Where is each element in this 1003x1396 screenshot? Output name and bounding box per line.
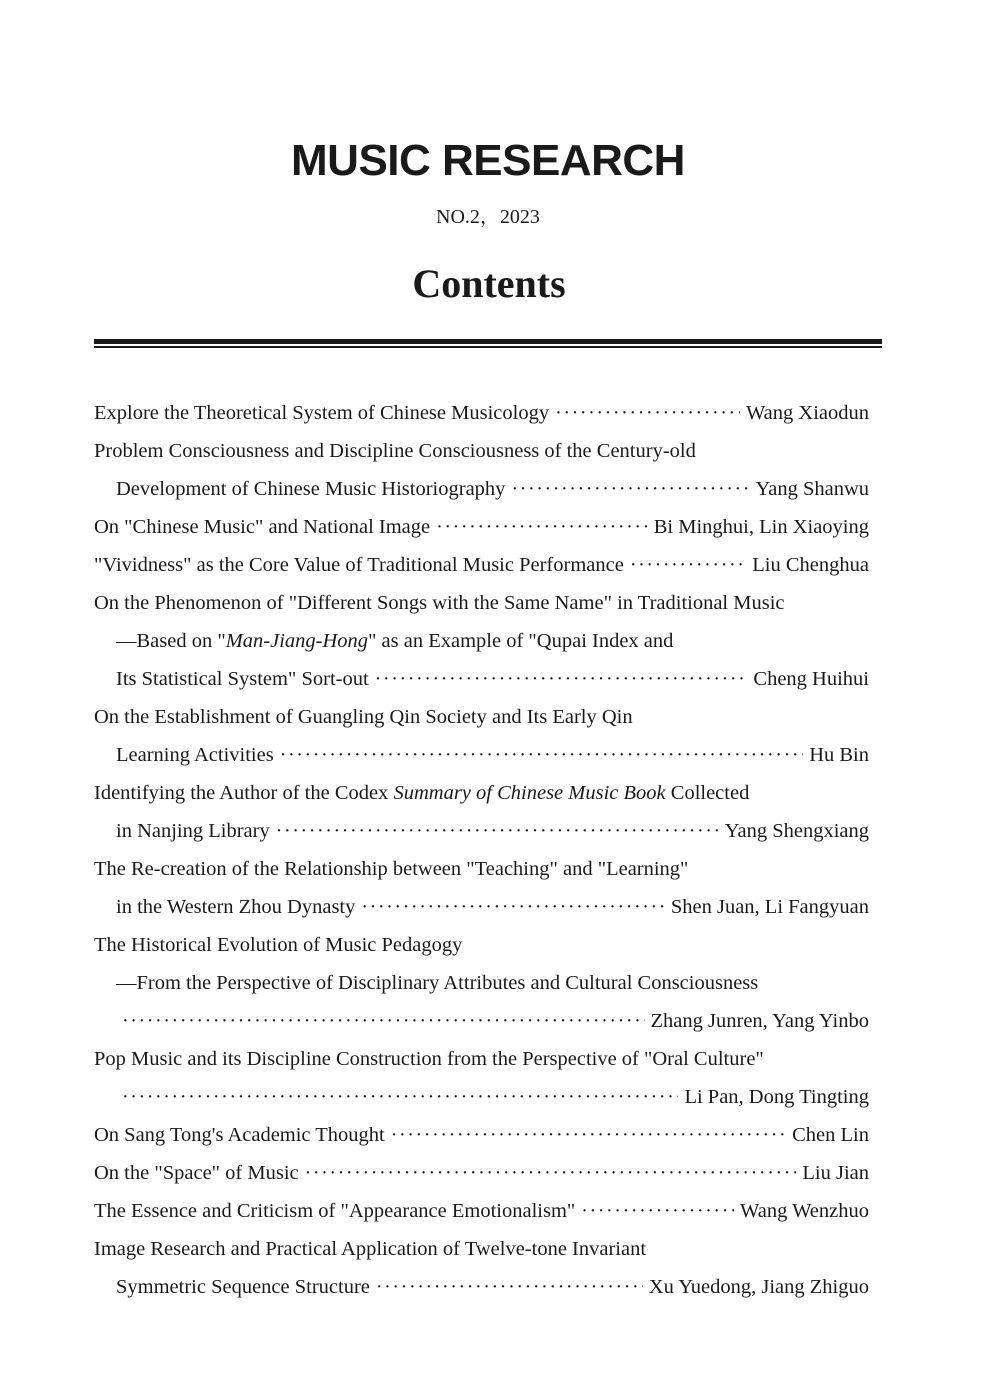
- author-name: Hu Bin: [809, 744, 869, 766]
- toc-entry: [94, 1230, 869, 1306]
- toc-entry: [94, 1192, 869, 1230]
- title-fragment: in Nanjing Library: [116, 820, 270, 842]
- article-title-text: [94, 1040, 764, 1078]
- article-title-text: [116, 964, 758, 1002]
- author-name: Yang Shanwu: [755, 478, 869, 500]
- title-fragment: On "Chinese Music" and National Image: [94, 516, 431, 538]
- issue-number: NO.2，2023: [436, 206, 540, 228]
- author-name: Li Pan, Dong Tingting: [684, 1086, 869, 1108]
- title-fragment: The Historical Evolution of Music Pedagogy: [94, 934, 463, 956]
- italic-title-fragment: Summary of Chinese Music Book: [393, 782, 666, 804]
- table-of-contents: [94, 394, 869, 1306]
- title-fragment: Image Research and Practical Application of Twelve-tone Invariant: [94, 1238, 647, 1260]
- toc-entry: [94, 432, 869, 508]
- title-fragment: Collected: [665, 782, 750, 804]
- toc-line: [94, 394, 869, 432]
- contents-heading: Contents: [412, 261, 566, 306]
- title-fragment: The Essence and Criticism of "Appearance Emotionalism": [94, 1200, 576, 1222]
- author-name: Zhang Junren, Yang Yinbo: [650, 1010, 869, 1032]
- article-title-text: [116, 812, 270, 850]
- toc-entry: [94, 1116, 869, 1154]
- header-rule-thin: [94, 346, 882, 348]
- toc-line: [94, 1116, 869, 1154]
- title-fragment: Learning Activities: [116, 744, 274, 766]
- author-name: Wang Xiaodun: [745, 402, 869, 424]
- toc-line: [94, 698, 869, 736]
- toc-line: [94, 584, 869, 622]
- dot-leader: [511, 470, 749, 508]
- toc-entry: [94, 926, 869, 1040]
- dot-leader: [361, 888, 664, 926]
- dot-leader: [305, 1154, 797, 1192]
- toc-line: [94, 888, 869, 926]
- author-name: Wang Wenzhuo: [740, 1200, 869, 1222]
- article-title-text: [94, 432, 696, 470]
- article-title-text: [94, 1154, 299, 1192]
- dot-leader: [122, 1078, 678, 1116]
- title-fragment: Problem Consciousness and Discipline Consciousness of the Century-old: [94, 440, 696, 462]
- toc-line: [94, 774, 869, 812]
- article-title-text: [116, 888, 355, 926]
- article-title-text: [94, 1230, 646, 1268]
- author-name: Yang Shengxiang: [724, 820, 869, 842]
- toc-entry: [94, 546, 869, 584]
- author-name: Liu Chenghua: [752, 554, 869, 576]
- toc-line: [94, 1002, 869, 1040]
- article-title-text: [116, 622, 673, 660]
- author-name: Liu Jian: [802, 1162, 869, 1184]
- article-title-text: [94, 1192, 575, 1230]
- article-title-text: [94, 394, 549, 432]
- dot-leader: [375, 660, 748, 698]
- toc-line: [94, 1268, 869, 1306]
- toc-line: [94, 1192, 869, 1230]
- toc-entry: [94, 1040, 869, 1116]
- article-title-text: [116, 470, 505, 508]
- article-title-text: [94, 546, 624, 584]
- title-fragment: The Re-creation of the Relationship between "Teaching" and "Learning": [94, 858, 689, 880]
- toc-line: [94, 964, 869, 1002]
- article-title-text: [94, 1116, 385, 1154]
- article-title-text: [94, 508, 430, 546]
- toc-line: [94, 850, 869, 888]
- toc-line: [94, 926, 869, 964]
- title-fragment: On the "Space" of Music: [94, 1162, 299, 1184]
- article-title-text: [94, 698, 633, 736]
- article-title-text: [94, 926, 462, 964]
- title-fragment: Its Statistical System" Sort-out: [116, 668, 369, 690]
- title-fragment: " as an Example of "Qupai Index and: [368, 630, 674, 652]
- dot-leader: [122, 1002, 645, 1040]
- dot-leader: [581, 1192, 734, 1230]
- title-fragment: in the Western Zhou Dynasty: [116, 896, 356, 918]
- author-name: Bi Minghui, Lin Xiaoying: [653, 516, 869, 538]
- toc-line: [94, 1230, 869, 1268]
- title-fragment: Pop Music and its Discipline Construction from the Perspective of "Oral Culture": [94, 1048, 764, 1070]
- toc-entry: [94, 1154, 869, 1192]
- dot-leader: [376, 1268, 643, 1306]
- italic-title-fragment: Man-Jiang-Hong: [225, 630, 369, 652]
- toc-entry: [94, 584, 869, 698]
- toc-entry: [94, 850, 869, 926]
- toc-line: [94, 432, 869, 470]
- title-fragment: On the Phenomenon of "Different Songs with the Same Name" in Traditional Music: [94, 592, 785, 614]
- dot-leader: [280, 736, 803, 774]
- toc-entry: [94, 698, 869, 774]
- title-fragment: On the Establishment of Guangling Qin Society and Its Early Qin: [94, 706, 633, 728]
- toc-entry: [94, 508, 869, 546]
- title-fragment: —Based on ": [116, 630, 226, 652]
- toc-entry: [94, 394, 869, 432]
- article-title-text: [94, 774, 749, 812]
- dot-leader: [276, 812, 719, 850]
- title-fragment: Explore the Theoretical System of Chinese Musicology: [94, 402, 550, 424]
- journal-title: MUSIC RESEARCH: [291, 136, 685, 185]
- toc-line: [94, 1154, 869, 1192]
- toc-line: [94, 736, 869, 774]
- title-fragment: Identifying the Author of the Codex: [94, 782, 394, 804]
- article-title-text: [94, 850, 688, 888]
- author-name: Cheng Huihui: [753, 668, 869, 690]
- dot-leader: [391, 1116, 786, 1154]
- author-name: Xu Yuedong, Jiang Zhiguo: [648, 1276, 869, 1298]
- dot-leader: [630, 546, 746, 584]
- toc-line: [94, 622, 869, 660]
- article-title-text: [94, 584, 785, 622]
- toc-line: [94, 1078, 869, 1116]
- article-title-text: [116, 736, 274, 774]
- dot-leader: [436, 508, 648, 546]
- article-title-text: [116, 1268, 370, 1306]
- toc-line: [94, 546, 869, 584]
- title-fragment: On Sang Tong's Academic Thought: [94, 1124, 385, 1146]
- title-fragment: —From the Perspective of Disciplinary Attributes and Cultural Consciousness: [116, 972, 759, 994]
- toc-line: [94, 660, 869, 698]
- header-rule-thick: [94, 339, 882, 344]
- toc-line: [94, 508, 869, 546]
- dot-leader: [555, 394, 740, 432]
- toc-line: [94, 812, 869, 850]
- toc-entry: [94, 774, 869, 850]
- toc-line: [94, 1040, 869, 1078]
- title-fragment: Symmetric Sequence Structure: [116, 1276, 370, 1298]
- author-name: Chen Lin: [792, 1124, 869, 1146]
- author-name: Shen Juan, Li Fangyuan: [670, 896, 869, 918]
- article-title-text: [116, 660, 369, 698]
- title-fragment: "Vividness" as the Core Value of Traditional Music Performance: [94, 554, 624, 576]
- toc-line: [94, 470, 869, 508]
- title-fragment: Development of Chinese Music Historiography: [116, 478, 506, 500]
